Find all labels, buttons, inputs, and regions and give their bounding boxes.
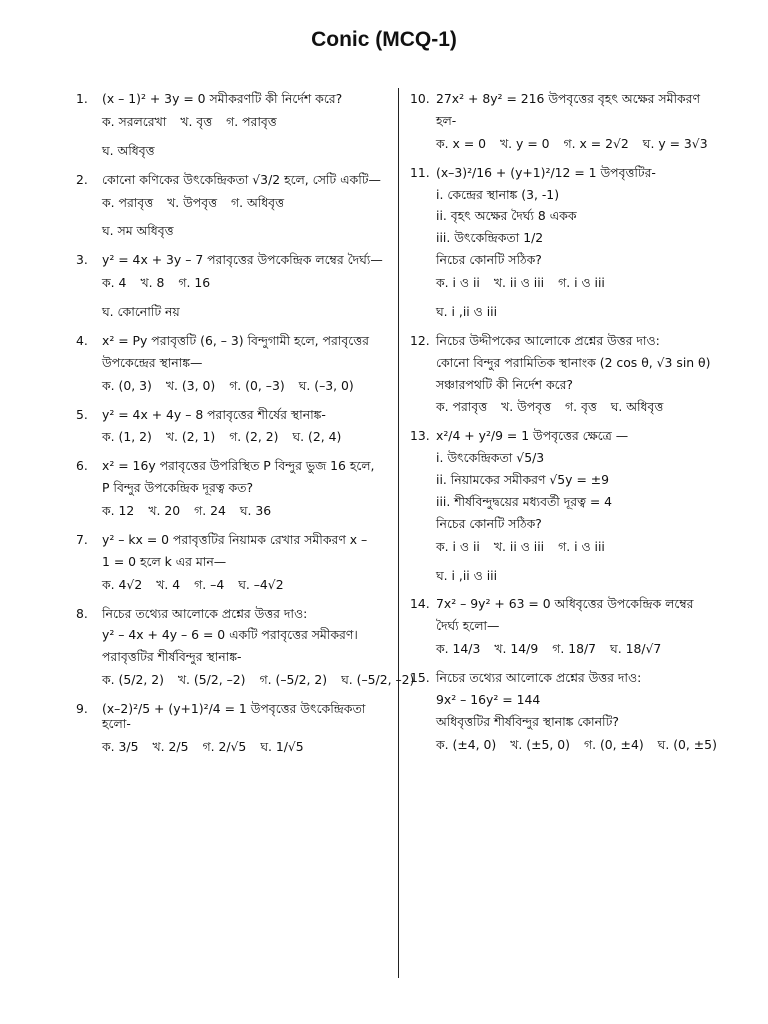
answer-option: ক. (1, 2) bbox=[102, 429, 152, 445]
answer-option: ক. i ও ii bbox=[436, 275, 480, 290]
question-number: 5. bbox=[76, 406, 88, 422]
question-4 bbox=[76, 334, 388, 394]
answer-option: গ. বৃত্ত bbox=[564, 399, 597, 415]
question-text: x²/4 + y²/9 = 1 উপবৃত্তের ক্ষেত্রে — bbox=[436, 428, 629, 444]
question-1 bbox=[76, 92, 388, 159]
answer-option: ঘ. 18/√7 bbox=[610, 641, 662, 657]
answer-option: ক. সরলরেখা bbox=[102, 113, 167, 129]
question-number: 11. bbox=[410, 164, 430, 180]
question-text: কোনো কণিকের উৎকেন্দ্রিকতা √3/2 হলে, সেটি একটি— bbox=[102, 171, 381, 187]
question-number: 2. bbox=[76, 171, 88, 187]
answer-option: ক. 3/5 bbox=[102, 738, 139, 754]
answer-option: ঘ. 1/√5 bbox=[260, 738, 304, 754]
question-text: নিচের কোনটি সঠিক? bbox=[436, 252, 542, 268]
question-text: (x–3)²/16 + (y+1)²/12 = 1 উপবৃত্তটির- bbox=[436, 164, 656, 180]
question-text: i. কেন্দ্রের স্থানাঙ্ক (3, -1) bbox=[436, 186, 560, 202]
answer-options bbox=[102, 144, 388, 159]
question-number: 1. bbox=[76, 91, 88, 106]
answer-options bbox=[102, 379, 388, 394]
question-text: y² = 4x + 3y – 7 পরাবৃত্তের উপকেন্দ্রিক লম্বের দৈর্ঘ্য— bbox=[102, 252, 383, 268]
answer-options bbox=[102, 276, 388, 291]
answer-option: ক. পরাবৃত্ত bbox=[436, 399, 488, 415]
question-10 bbox=[410, 92, 728, 152]
answer-option: খ. (3, 0) bbox=[165, 377, 216, 393]
question-text: পরাবৃত্তটির শীর্ষবিন্দুর স্থানাঙ্ক- bbox=[102, 649, 242, 665]
answer-option: খ. উপবৃত্ত bbox=[501, 399, 551, 415]
answer-option: ক. 4 bbox=[102, 275, 127, 291]
answer-options bbox=[436, 137, 728, 152]
question-text: অধিবৃত্তটির শীর্ষবিন্দুর স্থানাঙ্ক কোনটি? bbox=[436, 713, 619, 729]
question-text: হল- bbox=[436, 112, 457, 128]
answer-options bbox=[102, 224, 388, 239]
left-column bbox=[76, 91, 415, 769]
question-text: 27x² + 8y² = 216 উপবৃত্তের বৃহৎ অক্ষের সমীকরণ bbox=[436, 91, 700, 106]
question-text: (x–2)²/5 + (y+1)²/4 = 1 উপবৃত্তের উৎকেন্দ্রিকতা হলো- bbox=[102, 701, 366, 731]
answer-options bbox=[436, 400, 728, 415]
question-11 bbox=[410, 166, 728, 320]
answer-option: গ. (–5/2, 2) bbox=[259, 672, 328, 688]
answer-option: ক. (0, 3) bbox=[102, 377, 152, 393]
question-number: 9. bbox=[76, 701, 88, 716]
question-7 bbox=[76, 533, 388, 593]
question-text: ii. নিয়ামকের সমীকরণ √5y = ±9 bbox=[436, 472, 610, 487]
question-text: iii. শীর্ষবিন্দুদ্বয়ের মধ্যবর্তী দূরত্ব = 4 bbox=[436, 493, 613, 509]
answer-option: ঘ. সম অধিবৃত্ত bbox=[102, 223, 174, 239]
question-text: উপকেন্দ্রের স্থানাঙ্ক— bbox=[102, 354, 203, 370]
question-5 bbox=[76, 408, 388, 446]
answer-option: খ. 8 bbox=[140, 275, 165, 291]
question-text: নিচের উদ্দীপকের আলোকে প্রশ্নের উত্তর দাও: bbox=[436, 332, 660, 348]
answer-option: ক. (±4, 0) bbox=[436, 736, 497, 752]
answer-option: গ. 2/√5 bbox=[202, 738, 247, 754]
answer-options bbox=[436, 569, 728, 584]
answer-options bbox=[102, 740, 388, 755]
answer-option: খ. 2/5 bbox=[152, 738, 189, 754]
answer-options bbox=[102, 430, 388, 445]
answer-option: খ. 20 bbox=[148, 503, 181, 518]
answer-options bbox=[436, 540, 728, 555]
answer-option: খ. y = 0 bbox=[500, 135, 550, 151]
question-text: iii. উৎকেন্দ্রিকতা 1/2 bbox=[436, 230, 544, 246]
answer-options bbox=[436, 642, 728, 657]
question-8 bbox=[76, 605, 415, 689]
question-text: নিচের কোনটি সঠিক? bbox=[436, 515, 542, 531]
question-text: সঞ্চারপথটি কী নির্দেশ করে? bbox=[436, 376, 573, 392]
question-14 bbox=[410, 597, 728, 657]
answer-option: খ. (2, 1) bbox=[165, 429, 216, 445]
question-number: 13. bbox=[410, 428, 430, 444]
question-text: y² – 4x + 4y – 6 = 0 একটি পরাবৃত্তের সমীকরণ। bbox=[102, 627, 358, 643]
answer-option: খ. 4 bbox=[156, 576, 181, 592]
answer-option: খ. (5/2, –2) bbox=[177, 672, 246, 688]
answer-option: ক. 14/3 bbox=[436, 641, 481, 657]
question-number: 6. bbox=[76, 458, 88, 474]
answer-option: ক. 12 bbox=[102, 503, 135, 518]
answer-option: খ. 14/9 bbox=[494, 641, 539, 657]
question-text: নিচের তথ্যের আলোকে প্রশ্নের উত্তর দাও: bbox=[102, 605, 308, 621]
question-6 bbox=[76, 459, 388, 519]
question-number: 8. bbox=[76, 605, 88, 621]
answer-option: গ. i ও iii bbox=[558, 538, 605, 554]
question-text: i. উৎকেন্দ্রিকতা √5/3 bbox=[436, 450, 545, 466]
question-text: নিচের তথ্যের আলোকে প্রশ্নের উত্তর দাও: bbox=[436, 670, 642, 685]
answer-option: খ. বৃত্ত bbox=[180, 113, 213, 129]
answer-option: ঘ. 36 bbox=[239, 503, 272, 518]
answer-option: ঘ. (–5/2, –2) bbox=[341, 672, 415, 688]
answer-option: গ. 18/7 bbox=[552, 641, 597, 657]
answer-option: গ. 16 bbox=[178, 275, 211, 291]
answer-option: ঘ. –4√2 bbox=[238, 576, 284, 592]
question-9 bbox=[76, 702, 388, 755]
answer-option: ঘ. i ,ii ও iii bbox=[436, 567, 498, 583]
answer-option: ঘ. y = 3√3 bbox=[642, 135, 708, 151]
answer-options bbox=[102, 115, 388, 130]
question-text: কোনো বিন্দুর পরামিতিক স্থানাংক (2 cos θ, √3 sin θ) bbox=[436, 354, 711, 370]
answer-option: খ. উপবৃত্ত bbox=[167, 194, 217, 210]
answer-option: ক. পরাবৃত্ত bbox=[102, 194, 154, 210]
question-13 bbox=[410, 429, 728, 583]
question-text: x² = 16y পরাবৃত্তের উপরিস্থিত P বিন্দুর ভুজ 16 হলে, bbox=[102, 458, 375, 474]
question-text: ii. বৃহৎ অক্ষের দৈর্ঘ্য 8 একক bbox=[436, 208, 577, 224]
question-number: 12. bbox=[410, 332, 430, 348]
question-12 bbox=[410, 334, 728, 416]
answer-options bbox=[102, 196, 388, 211]
question-text: y² = 4x + 4y – 8 পরাবৃত্তের শীর্ষের স্থানাঙ্ক- bbox=[102, 406, 326, 422]
right-column bbox=[410, 92, 728, 767]
question-3 bbox=[76, 253, 388, 320]
question-number: 10. bbox=[410, 91, 430, 106]
question-number: 14. bbox=[410, 596, 430, 612]
question-text: P বিন্দুর উপকেন্দ্রিক দূরত্ব কত? bbox=[102, 480, 254, 496]
answer-option: গ. (2, 2) bbox=[229, 429, 279, 445]
answer-option: ঘ. (2, 4) bbox=[292, 429, 342, 445]
answer-options bbox=[102, 504, 388, 519]
answer-option: খ. ii ও iii bbox=[493, 538, 545, 554]
question-text: (x – 1)² + 3y = 0 সমীকরণটি কী নির্দেশ করে? bbox=[102, 91, 343, 106]
question-text: x² = Py পরাবৃত্তটি (6, – 3) বিন্দুগামী হলে, পরাবৃত্তের bbox=[102, 332, 369, 348]
answer-options bbox=[102, 672, 415, 688]
answer-option: গ. (0, –3) bbox=[229, 377, 285, 393]
answer-option: ক. x = 0 bbox=[436, 135, 487, 151]
question-text: 7x² – 9y² + 63 = 0 অধিবৃত্তের উপকেন্দ্রিক লম্বের bbox=[436, 596, 694, 612]
question-text: দৈর্ঘ্য হলো— bbox=[436, 618, 500, 634]
question-number: 7. bbox=[76, 531, 88, 547]
answer-options bbox=[102, 578, 388, 593]
answer-option: খ. (±5, 0) bbox=[510, 736, 570, 752]
question-15 bbox=[410, 671, 728, 753]
answer-option: ঘ. i ,ii ও iii bbox=[436, 303, 498, 319]
question-text: 9x² – 16y² = 144 bbox=[436, 691, 541, 707]
question-number: 3. bbox=[76, 252, 88, 268]
answer-option: ঘ. (–3, 0) bbox=[298, 377, 354, 393]
answer-option: ঘ. (0, ±5) bbox=[657, 736, 717, 752]
question-text: y² – kx = 0 পরাবৃত্তটির নিয়ামক রেখার সমীকরণ x – bbox=[102, 531, 368, 547]
answer-option: গ. i ও iii bbox=[558, 275, 605, 290]
answer-option: ঘ. অধিবৃত্ত bbox=[102, 142, 155, 158]
answer-option: ক. 4√2 bbox=[102, 576, 143, 592]
page-title: Conic (MCQ-1) bbox=[311, 28, 457, 51]
answer-option: গ. x = 2√2 bbox=[563, 135, 629, 151]
answer-option: গ. অধিবৃত্ত bbox=[230, 194, 284, 210]
answer-option: ক. (5/2, 2) bbox=[102, 672, 164, 688]
question-2 bbox=[76, 173, 388, 240]
question-number: 4. bbox=[76, 332, 88, 348]
answer-option: গ. –4 bbox=[194, 576, 225, 592]
answer-options bbox=[436, 305, 728, 320]
answer-options bbox=[436, 738, 728, 753]
answer-option: খ. ii ও iii bbox=[493, 275, 545, 290]
answer-option: গ. পরাবৃত্ত bbox=[226, 113, 277, 129]
answer-option: ক. i ও ii bbox=[436, 538, 480, 554]
answer-option: ঘ. অধিবৃত্ত bbox=[610, 399, 664, 415]
answer-option: গ. (0, ±4) bbox=[583, 736, 644, 752]
answer-options bbox=[436, 276, 728, 291]
column-divider bbox=[398, 88, 399, 978]
question-number: 15. bbox=[410, 670, 430, 685]
question-text: 1 = 0 হলে k এর মান— bbox=[102, 553, 227, 569]
answer-option: ঘ. কোনোটি নয় bbox=[102, 304, 180, 319]
answer-options bbox=[102, 305, 388, 320]
answer-option: গ. 24 bbox=[194, 503, 226, 518]
